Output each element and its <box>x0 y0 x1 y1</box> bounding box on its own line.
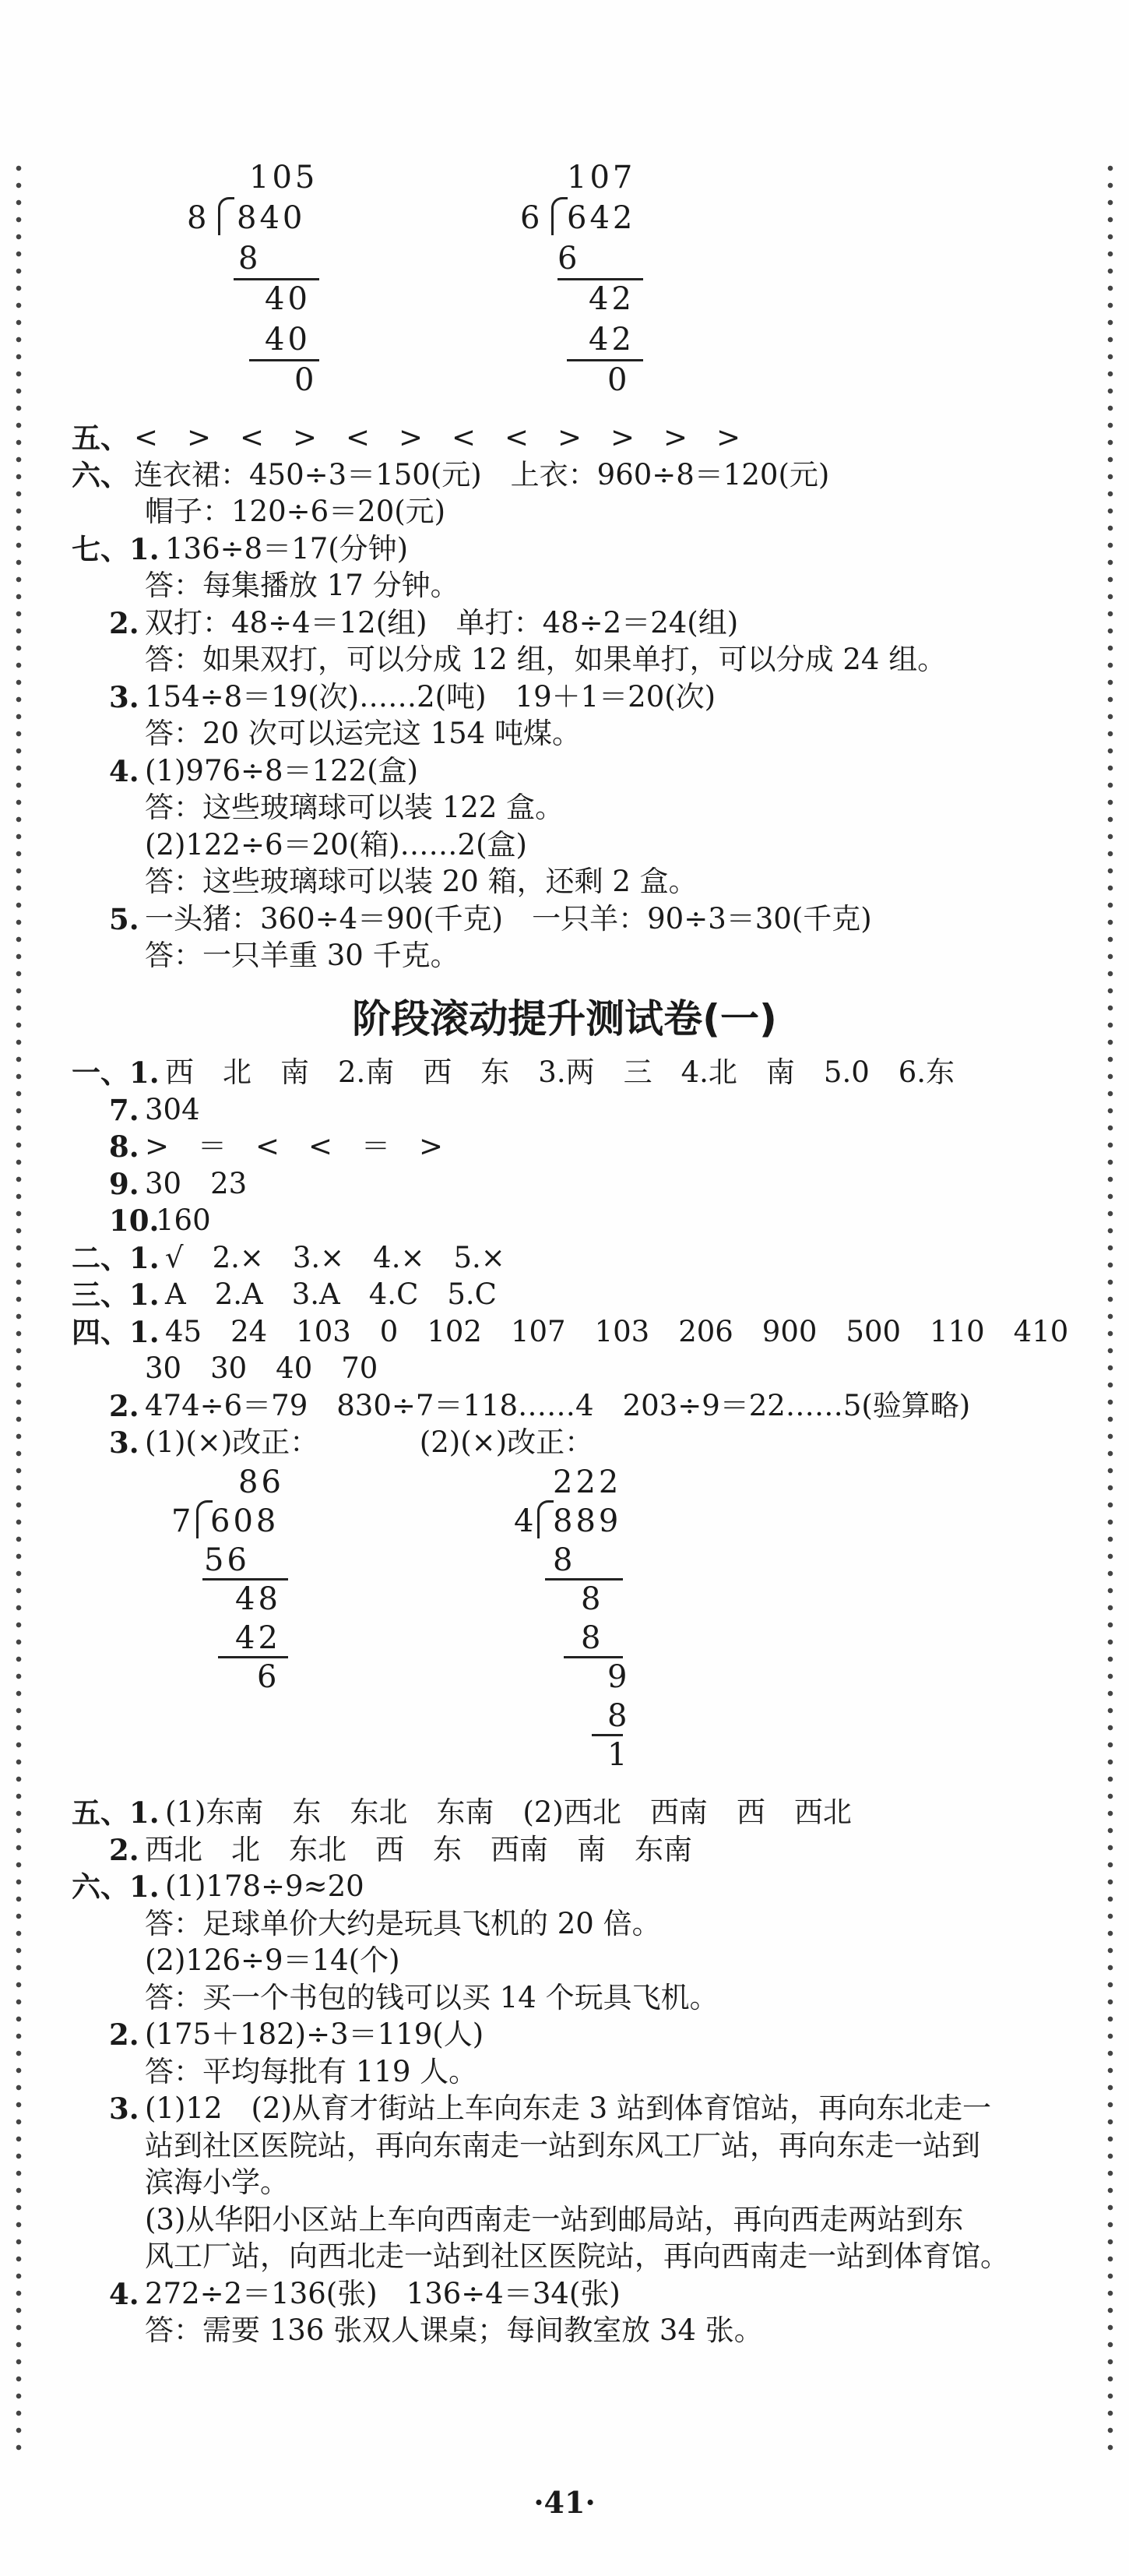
long-division-4 <box>514 1464 701 1792</box>
answer-text: < > < > < > < < > > > > <box>134 421 741 454</box>
question-number: 3. <box>109 1425 139 1460</box>
question-number: 2. <box>109 2017 139 2052</box>
question-number: 7. <box>109 1092 139 1127</box>
answer-text: (1)976÷8＝122(盒) <box>145 753 419 788</box>
step: 0 <box>607 362 631 398</box>
answer-text: 答：需要 136 张双人课桌；每间教室放 34 张。 <box>145 2313 763 2347</box>
step: 8 <box>607 1698 631 1734</box>
long-division-2 <box>520 160 723 417</box>
answer-text: 272÷2＝136(张) 136÷4＝34(张) <box>145 2276 621 2310</box>
question-number: 5. <box>109 901 139 936</box>
section-title: 阶段滚动提升测试卷(一) <box>352 996 777 1041</box>
answer-text: 答：如果双打，可以分成 12 组，如果单打，可以分成 24 组。 <box>145 643 947 676</box>
step: 48 <box>235 1581 281 1617</box>
answer-text: 答：平均每批有 119 人。 <box>145 2054 478 2088</box>
answer-text: 站到社区医院站，再向东南走一站到东风工厂站，再向东走一站到 <box>145 2128 980 2162</box>
answer-text: (175＋182)÷3＝119(人) <box>145 2017 484 2051</box>
step: 42 <box>589 281 635 317</box>
step: 8 <box>581 1581 604 1617</box>
answer-text: 西北 北 东北 西 东 西南 南 东南 <box>145 1832 692 1866</box>
answer-text: 136÷8＝17(分钟) <box>165 531 409 566</box>
question-number: 2. <box>109 1388 139 1423</box>
long-division-3 <box>171 1464 358 1698</box>
answer-text: √ 2.× 3.× 4.× 5.× <box>165 1240 505 1274</box>
step: 8 <box>553 1542 576 1578</box>
question-number: 六、1. <box>72 1869 160 1904</box>
dividend: 642 <box>567 200 636 236</box>
divisor: 4 <box>514 1503 537 1539</box>
question-number: 二、1. <box>72 1240 160 1275</box>
question-number: 4. <box>109 753 139 788</box>
answer-text: A 2.A 3.A 4.C 5.C <box>165 1277 497 1311</box>
question-number: 4. <box>109 2276 139 2311</box>
long-division-1 <box>187 160 389 417</box>
answer-text: 双打：48÷4＝12(组) 单打：48÷2＝24(组) <box>145 605 739 640</box>
divisor: 6 <box>520 200 543 236</box>
question-number: 五、 <box>72 421 129 455</box>
question-number: 10. <box>109 1203 160 1238</box>
step: 1 <box>607 1737 631 1773</box>
left-decorative-border <box>14 164 23 2454</box>
question-number: 六、 <box>72 457 129 492</box>
answer-text: (3)从华阳小区站上车向西南走一站到邮局站，再向西走两站到东 <box>145 2202 964 2236</box>
question-number: 七、1. <box>72 531 160 566</box>
step: 40 <box>265 281 311 317</box>
answer-text: 风工厂站，向西北走一站到社区医院站，再向西南走一站到体育馆。 <box>145 2239 1009 2273</box>
answer-text: 答：这些玻璃球可以装 20 箱，还剩 2 盒。 <box>145 865 698 898</box>
question-number: 三、1. <box>72 1277 160 1312</box>
answer-text: 答：这些玻璃球可以装 122 盒。 <box>145 791 564 824</box>
quotient: 86 <box>238 1464 284 1500</box>
question-number: 3. <box>109 679 139 714</box>
step: 56 <box>204 1542 250 1578</box>
answer-text: 答：足球单价大约是玩具飞机的 20 倍。 <box>145 1906 661 1940</box>
answer-text: (2)126÷9＝14(个) <box>145 1943 400 1977</box>
answer-text: 西 北 南 2.南 西 东 3.两 三 4.北 南 5.0 6.东 <box>165 1055 955 1089</box>
answer-text: 一头猪：360÷4＝90(千克) 一只羊：90÷3＝30(千克) <box>145 901 872 936</box>
answer-text: 45 24 103 0 102 107 103 206 900 500 110 410 <box>165 1314 1069 1348</box>
answer-text: (1)(×)改正： (2)(×)改正： <box>145 1425 594 1459</box>
quotient: 107 <box>567 160 636 196</box>
question-number: 8. <box>109 1129 139 1164</box>
answer-text: > ＝ < < ＝ > <box>145 1129 444 1163</box>
dividend: 840 <box>237 200 306 236</box>
answer-text: 160 <box>156 1203 211 1237</box>
step: 42 <box>589 322 635 358</box>
answer-text: (1)12 (2)从育才街站上车向东走 3 站到体育馆站，再向东北走一 <box>145 2091 991 2125</box>
question-number: 五、1. <box>72 1795 160 1830</box>
question-number: 9. <box>109 1166 139 1201</box>
answer-text: 滨海小学。 <box>145 2165 289 2199</box>
answer-text: 连衣裙：450÷3＝150(元) 上衣：960÷8＝120(元) <box>134 457 830 492</box>
step: 9 <box>607 1659 631 1695</box>
answer-text: 30 30 40 70 <box>145 1351 378 1385</box>
step: 6 <box>557 241 581 277</box>
page-number: ·41· <box>533 2485 596 2520</box>
step: 8 <box>581 1620 604 1656</box>
answer-text: 答：一只羊重 30 千克。 <box>145 939 459 972</box>
step: 40 <box>265 322 311 358</box>
answer-text: 474÷6＝79 830÷7＝118……4 203÷9＝22……5(验算略) <box>145 1388 971 1422</box>
dividend: 608 <box>210 1503 280 1539</box>
question-number: 一、1. <box>72 1055 160 1090</box>
step: 0 <box>294 362 318 398</box>
answer-text: (1)178÷9≈20 <box>165 1869 364 1903</box>
answer-text: (1)东南 东 东北 东南 (2)西北 西南 西 西北 <box>165 1795 852 1829</box>
answer-text: 154÷8＝19(次)……2(吨) 19＋1＝20(次) <box>145 679 716 714</box>
quotient: 105 <box>249 160 318 196</box>
right-decorative-border <box>1106 164 1115 2454</box>
step: 6 <box>257 1659 280 1695</box>
answer-text: (2)122÷6＝20(箱)……2(盒) <box>145 827 527 862</box>
answer-text: 304 <box>145 1092 200 1126</box>
answer-text: 答：买一个书包的钱可以买 14 个玩具飞机。 <box>145 1980 719 2014</box>
step: 8 <box>238 241 262 277</box>
answer-text: 帽子：120÷6＝20(元) <box>145 495 446 528</box>
question-number: 四、1. <box>72 1314 160 1349</box>
question-number: 2. <box>109 1832 139 1867</box>
divisor: 8 <box>187 200 210 236</box>
answer-text: 答：20 次可以运完这 154 吨煤。 <box>145 717 581 750</box>
divisor: 7 <box>171 1503 195 1539</box>
answer-text: 30 23 <box>145 1166 248 1200</box>
dividend: 889 <box>553 1503 622 1539</box>
step: 42 <box>235 1620 281 1656</box>
quotient: 222 <box>553 1464 622 1500</box>
answer-text: 答：每集播放 17 分钟。 <box>145 569 459 602</box>
question-number: 2. <box>109 605 139 640</box>
question-number: 3. <box>109 2091 139 2126</box>
